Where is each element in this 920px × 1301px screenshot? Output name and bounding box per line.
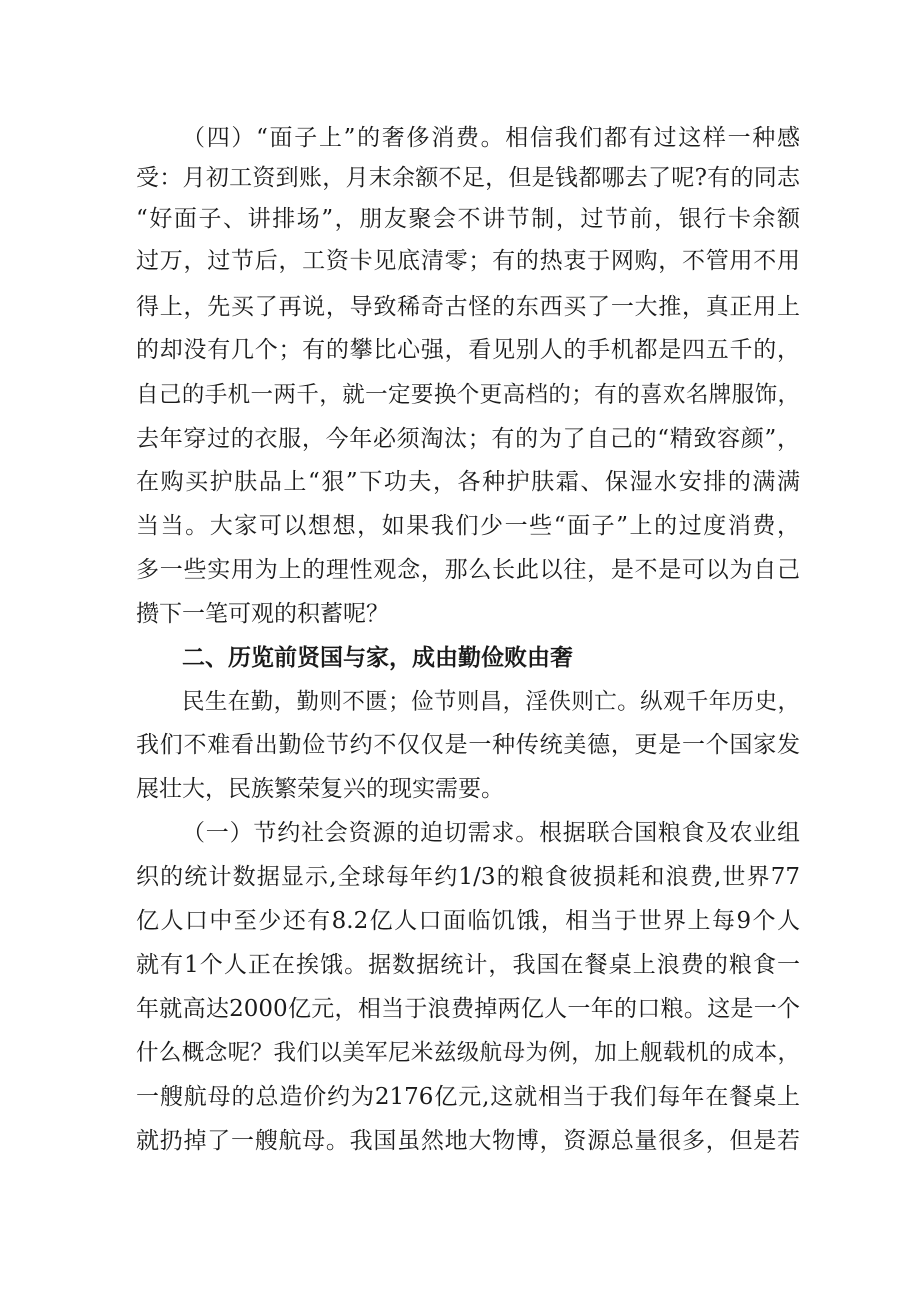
paragraph-line: 的却没有几个；有的攀比心强，看见别人的手机都是四五千的， <box>136 337 800 363</box>
paragraph-line: 就扔掉了一艘航母。我国虽然地大物博，资源总量很多，但是若 <box>136 1128 800 1154</box>
paragraph-line: 得上，先买了再说，导致稀奇古怪的东西买了一大推，真正用上 <box>136 294 800 320</box>
paragraph-line: 就有1个人正在挨饿。据数据统计，我国在餐桌上浪费的粮食一 <box>136 952 800 978</box>
paragraph-line: （一）节约社会资源的迫切需求。根据联合国粮食及农业组 <box>182 820 800 846</box>
paragraph-line: 一艘航母的总造价约为2176亿元,这就相当于我们每年在餐桌上 <box>136 1084 800 1110</box>
paragraph-line: 在购买护肤品上“狠”下功夫，各种护肤霜、保湿水安排的满满 <box>136 469 800 495</box>
paragraph-line: 过万，过节后，工资卡见底清零；有的热衷于网购，不管用不用 <box>136 248 800 274</box>
paragraph-line: 织的统计数据显示,全球每年约1/3的粮食彼损耗和浪费,世界77 <box>136 864 800 890</box>
paragraph-line: 攒下一笔可观的积蓄呢？ <box>136 601 389 627</box>
paragraph-line: 多一些实用为上的理性观念，那么长此以往，是不是可以为自己 <box>136 557 800 583</box>
paragraph-line: “好面子、讲排场”，朋友聚会不讲节制，过节前，银行卡余额 <box>136 206 800 232</box>
paragraph-line: 年就高达2000亿元，相当于浪费掉两亿人一年的口粮。这是一个 <box>136 996 800 1022</box>
paragraph-line: 当当。大家可以想想，如果我们少一些“面子”上的过度消费， <box>136 513 800 539</box>
paragraph-line: 展壮大，民族繁荣复兴的现实需要。 <box>136 776 504 802</box>
paragraph-line: 自己的手机一两千，就一定要换个更高档的；有的喜欢名牌服饰， <box>136 382 800 408</box>
paragraph-line: 民生在勤，勤则不匮；俭节则昌，淫佚则亡。纵观千年历史， <box>182 689 800 715</box>
paragraph-line: 亿人口中至少还有8.2亿人口面临饥饿，相当于世界上每9个人 <box>136 908 800 934</box>
paragraph-line: （四）“面子上”的奢侈消费。相信我们都有过这样一种感 <box>182 125 800 151</box>
paragraph-line: 去年穿过的衣服，今年必须淘汰；有的为了自己的“精致容颜”， <box>136 426 800 452</box>
section-heading: 二、历览前贤国与家，成由勤俭败由奢 <box>182 645 573 671</box>
paragraph-line: 什么概念呢？我们以美军尼米兹级航母为例，加上舰载机的成本， <box>136 1040 800 1066</box>
paragraph-line: 受：月初工资到账，月末余额不足，但是钱都哪去了呢?有的同志 <box>136 165 800 191</box>
paragraph-line: 我们不难看出勤俭节约不仅仅是一种传统美德，更是一个国家发 <box>136 732 800 758</box>
